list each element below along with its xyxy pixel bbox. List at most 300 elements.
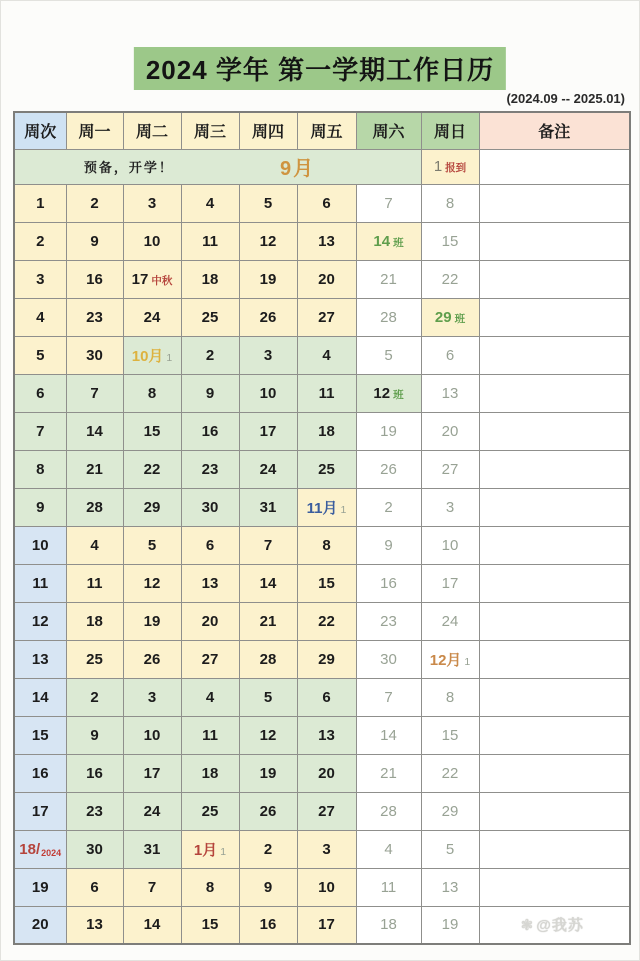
cell-value: 23 — [86, 308, 103, 326]
cell-value: 3 — [263, 346, 273, 364]
day-cell — [297, 298, 356, 336]
day-cell — [181, 298, 239, 336]
day-cell — [421, 526, 479, 564]
note-cell — [479, 830, 630, 868]
week-number-cell — [14, 868, 66, 906]
cell-value: 13 — [31, 650, 49, 668]
header-sunday: 周日 — [421, 112, 479, 149]
day-cell — [181, 602, 239, 640]
september-intro-row — [14, 149, 630, 184]
day-cell — [356, 184, 421, 222]
cell-value: 10月 — [131, 347, 164, 365]
cell-value: 14 — [259, 574, 277, 592]
cell-value: 20 — [441, 422, 459, 440]
cell-value: 20 — [31, 916, 49, 934]
cell-value: 9 — [90, 726, 99, 744]
day-cell — [297, 716, 356, 754]
cell-value: 19 — [143, 612, 161, 630]
day-cell — [297, 640, 356, 678]
cell-value: 5 — [147, 536, 157, 554]
cell-value: 13 — [318, 232, 335, 250]
cell-value: 24 — [259, 460, 277, 478]
cell-value: 9 — [205, 384, 215, 402]
cell-value: 11 — [202, 232, 218, 250]
cell-value: 7 — [147, 878, 157, 896]
day-cell — [421, 564, 479, 602]
cell-value: 12 — [373, 384, 391, 402]
header-monday: 周一 — [66, 112, 123, 149]
day-cell — [66, 602, 123, 640]
cell-value: 24 — [143, 802, 161, 820]
day-cell — [239, 678, 297, 716]
day-cell — [297, 792, 356, 830]
day-cell — [421, 450, 479, 488]
cell-value: 15 — [201, 916, 219, 934]
day-cell — [421, 374, 479, 412]
note-cell — [479, 488, 630, 526]
week-row — [14, 830, 630, 868]
day-cell — [66, 868, 123, 906]
day-cell — [66, 488, 123, 526]
day-cell — [421, 184, 479, 222]
week-row — [14, 564, 630, 602]
cell-value: 19 — [259, 764, 277, 782]
week-number-cell — [14, 602, 66, 640]
cell-value: 12 — [143, 574, 161, 592]
header-row — [14, 112, 630, 149]
cell-annotation: 班 — [393, 388, 404, 401]
day-cell — [239, 716, 297, 754]
day-cell — [181, 526, 239, 564]
day-cell — [297, 336, 356, 374]
day-cell — [239, 868, 297, 906]
week-row — [14, 526, 630, 564]
cell-value: 13 — [441, 384, 459, 402]
week-number-cell — [14, 678, 66, 716]
week-number-cell — [14, 374, 66, 412]
day-cell — [66, 222, 123, 260]
cell-value: 11 — [32, 574, 49, 592]
day-cell — [181, 336, 239, 374]
cell-value: 12 — [31, 612, 49, 630]
cell-value: 10 — [441, 536, 459, 554]
week-row — [14, 260, 630, 298]
cell-value: 26 — [143, 650, 161, 668]
watermark-text: @我苏 — [536, 917, 584, 935]
cell-annotation: 2024 — [41, 847, 62, 858]
week-row — [14, 336, 630, 374]
week-number-cell — [14, 488, 66, 526]
day-cell — [181, 374, 239, 412]
cell-value: 8 — [36, 460, 45, 478]
note-cell — [479, 792, 630, 830]
day-cell — [421, 678, 479, 716]
cell-value: 14 — [31, 688, 49, 706]
day-cell — [123, 792, 181, 830]
week-row — [14, 412, 630, 450]
day-cell — [421, 488, 479, 526]
cell-value: 24 — [441, 612, 459, 630]
day-cell — [239, 374, 297, 412]
cell-value: 4 — [384, 840, 393, 858]
cell-value: 9 — [263, 878, 273, 896]
day-cell — [239, 906, 297, 944]
cell-value: 15 — [441, 726, 459, 744]
note-cell — [479, 222, 630, 260]
cell-value: 22 — [441, 270, 459, 288]
cell-value: 17 — [318, 916, 335, 934]
cell-value: 13 — [86, 916, 103, 934]
cell-value: 17 — [259, 422, 277, 440]
cell-value: 6 — [445, 346, 455, 364]
cell-value: 26 — [380, 460, 397, 478]
cell-value: 16 — [86, 764, 103, 782]
note-cell — [479, 678, 630, 716]
day-cell — [239, 792, 297, 830]
day-cell — [356, 868, 421, 906]
day-cell — [239, 412, 297, 450]
day-cell — [421, 602, 479, 640]
week-row — [14, 184, 630, 222]
day-cell — [123, 260, 181, 298]
cell-value: 15 — [143, 422, 161, 440]
calendar-body — [14, 149, 630, 944]
week-number-cell — [14, 792, 66, 830]
week-number-cell — [14, 298, 66, 336]
note-cell — [479, 149, 630, 184]
day-cell — [356, 298, 421, 336]
cell-value: 9 — [384, 536, 393, 554]
cell-value: 6 — [322, 688, 331, 706]
day-cell — [123, 374, 181, 412]
day-cell — [66, 260, 123, 298]
day-cell — [356, 374, 421, 412]
day-cell — [123, 640, 181, 678]
note-cell — [479, 336, 630, 374]
day-cell — [356, 906, 421, 944]
day-cell — [297, 678, 356, 716]
header-wednesday: 周三 — [181, 112, 239, 149]
cell-value: 26 — [259, 308, 277, 326]
day-cell — [123, 564, 181, 602]
day-cell — [356, 222, 421, 260]
day-cell — [181, 792, 239, 830]
cell-value: 29 — [143, 498, 161, 516]
cell-value: 3 — [445, 498, 455, 516]
week-number-cell — [14, 336, 66, 374]
cell-value: 6 — [36, 384, 45, 402]
note-cell — [479, 526, 630, 564]
day-cell — [356, 336, 421, 374]
day-cell — [181, 488, 239, 526]
note-cell — [479, 868, 630, 906]
cell-value: 27 — [318, 802, 335, 820]
cell-value: 23 — [86, 802, 103, 820]
day-cell — [239, 298, 297, 336]
cell-value: 7 — [263, 536, 273, 554]
week-row — [14, 754, 630, 792]
day-cell — [66, 754, 123, 792]
cell-value: 20 — [201, 612, 219, 630]
cell-value: 22 — [318, 612, 335, 630]
cell-value: 17 — [131, 270, 149, 288]
week-number-cell — [14, 906, 66, 944]
day-cell — [181, 184, 239, 222]
day-cell — [123, 488, 181, 526]
note-cell — [479, 906, 630, 944]
cell-value: 7 — [384, 194, 393, 212]
day-cell — [239, 184, 297, 222]
cell-value: 30 — [86, 840, 103, 858]
day-cell — [181, 222, 239, 260]
cell-value: 17 — [31, 802, 49, 820]
week-number-cell — [14, 564, 66, 602]
cell-value: 31 — [259, 498, 277, 516]
cell-value: 10 — [318, 878, 335, 896]
day-cell — [297, 754, 356, 792]
day-cell — [66, 678, 123, 716]
note-cell — [479, 564, 630, 602]
cell-value: 18 — [201, 270, 219, 288]
week-number-cell — [14, 640, 66, 678]
week-row — [14, 222, 630, 260]
cell-annotation: 1 — [340, 503, 347, 516]
september-banner-cell — [14, 149, 421, 184]
day-cell — [421, 298, 479, 336]
cell-value: 14 — [380, 726, 397, 744]
day-cell — [66, 526, 123, 564]
note-cell — [479, 374, 630, 412]
cell-value: 11 — [202, 726, 218, 744]
day-cell — [123, 412, 181, 450]
cell-value: 16 — [259, 916, 277, 934]
cell-value: 18/ — [19, 840, 41, 858]
cell-value: 14 — [373, 232, 391, 250]
week-row — [14, 488, 630, 526]
cell-value: 3 — [36, 270, 45, 288]
note-cell — [479, 640, 630, 678]
day-cell — [66, 716, 123, 754]
day-cell — [123, 298, 181, 336]
cell-value: 16 — [31, 764, 49, 782]
cell-value: 19 — [380, 422, 397, 440]
day-cell — [181, 678, 239, 716]
day-cell — [181, 260, 239, 298]
day-cell — [123, 450, 181, 488]
cell-value: 22 — [441, 764, 459, 782]
day-cell — [239, 260, 297, 298]
semester-start-message: 预备，开学！ — [83, 160, 174, 175]
day-cell — [66, 374, 123, 412]
cell-value: 4 — [322, 346, 331, 364]
day-cell — [297, 184, 356, 222]
cell-value: 13 — [318, 726, 335, 744]
day-cell — [421, 336, 479, 374]
cell-value: 28 — [380, 802, 397, 820]
cell-value: 5 — [263, 688, 273, 706]
cell-annotation: 1 — [166, 351, 173, 364]
registration-day-cell — [421, 149, 479, 184]
cell-value: 18 — [86, 612, 103, 630]
cell-value: 4 — [205, 688, 215, 706]
day-cell — [66, 184, 123, 222]
day-cell — [66, 830, 123, 868]
cell-value: 17 — [143, 764, 161, 782]
cell-value: 1月 — [193, 841, 218, 859]
day-cell — [421, 906, 479, 944]
cell-value: 20 — [318, 270, 335, 288]
day-cell — [421, 222, 479, 260]
cell-value: 19 — [441, 916, 459, 934]
note-cell — [479, 260, 630, 298]
day-cell — [123, 602, 181, 640]
cell-value: 6 — [322, 194, 331, 212]
note-cell — [479, 298, 630, 336]
day-cell — [356, 640, 421, 678]
cell-value: 29 — [441, 802, 459, 820]
day-cell — [239, 488, 297, 526]
header-friday: 周五 — [297, 112, 356, 149]
cell-value: 31 — [143, 840, 161, 858]
cell-value: 5 — [263, 194, 273, 212]
day-cell — [123, 830, 181, 868]
day-cell — [123, 906, 181, 944]
cell-value: 4 — [36, 308, 45, 326]
cell-value: 13 — [201, 574, 219, 592]
week-row — [14, 716, 630, 754]
cell-value: 11 — [318, 384, 335, 402]
day-cell — [123, 184, 181, 222]
week-row — [14, 374, 630, 412]
cell-value: 12 — [259, 232, 277, 250]
day-cell — [297, 602, 356, 640]
cell-value: 8 — [445, 194, 455, 212]
cell-value: 18 — [201, 764, 219, 782]
cell-value: 21 — [86, 460, 103, 478]
cell-value: 25 — [318, 460, 335, 478]
cell-value: 6 — [205, 536, 215, 554]
cell-value: 25 — [201, 308, 219, 326]
day-cell — [421, 412, 479, 450]
cell-value: 14 — [86, 422, 103, 440]
cell-annotation: 1 — [464, 655, 471, 668]
day-cell — [123, 222, 181, 260]
week-row — [14, 640, 630, 678]
day-cell — [181, 412, 239, 450]
cell-value: 5 — [384, 346, 393, 364]
cell-value: 21 — [380, 270, 397, 288]
week-row — [14, 602, 630, 640]
cell-value: 7 — [384, 688, 393, 706]
day-cell — [421, 260, 479, 298]
cell-value: 16 — [86, 270, 103, 288]
cell-value: 2 — [90, 194, 99, 212]
cell-value: 8 — [147, 384, 157, 402]
week-row — [14, 868, 630, 906]
day-cell — [356, 564, 421, 602]
cell-value: 30 — [86, 346, 103, 364]
day-cell — [66, 298, 123, 336]
cell-value: 17 — [441, 574, 459, 592]
day-cell — [123, 868, 181, 906]
cell-value: 8 — [205, 878, 215, 896]
day-cell — [421, 640, 479, 678]
week-number-cell — [14, 222, 66, 260]
cell-value: 28 — [380, 308, 397, 326]
day-cell — [421, 868, 479, 906]
cell-value: 1 — [36, 194, 45, 212]
day-cell — [123, 526, 181, 564]
day-cell — [239, 450, 297, 488]
cell-value: 7 — [36, 422, 45, 440]
day-cell — [421, 792, 479, 830]
week-row — [14, 906, 630, 944]
day-cell — [66, 450, 123, 488]
cell-value: 9 — [36, 498, 45, 516]
day-cell — [297, 830, 356, 868]
cell-value: 21 — [259, 612, 277, 630]
cell-value: 15 — [318, 574, 335, 592]
week-row — [14, 450, 630, 488]
day-cell — [421, 754, 479, 792]
note-cell — [479, 754, 630, 792]
day-cell — [297, 488, 356, 526]
cell-annotation: 班 — [454, 312, 466, 325]
cell-value: 3 — [147, 688, 157, 706]
day-cell — [297, 222, 356, 260]
cell-value: 10 — [259, 384, 277, 402]
note-cell — [479, 716, 630, 754]
day-cell — [66, 640, 123, 678]
cell-value: 13 — [441, 878, 459, 896]
week-number-cell — [14, 526, 66, 564]
cell-value: 26 — [259, 802, 277, 820]
cell-value: 19 — [259, 270, 277, 288]
cell-annotation: 中秋 — [151, 274, 173, 287]
day-cell — [239, 640, 297, 678]
cell-value: 2 — [384, 498, 393, 516]
cell-value: 22 — [143, 460, 161, 478]
day-cell — [181, 564, 239, 602]
day-cell — [239, 602, 297, 640]
cell-value: 9 — [90, 232, 99, 250]
cell-value: 2 — [36, 232, 45, 250]
week-number-cell — [14, 716, 66, 754]
day-cell — [356, 260, 421, 298]
day-cell — [181, 450, 239, 488]
week-number-cell — [14, 450, 66, 488]
week-number-cell — [14, 184, 66, 222]
cell-value: 19 — [31, 878, 49, 896]
day-cell — [297, 526, 356, 564]
day-cell — [66, 906, 123, 944]
day-cell — [356, 602, 421, 640]
day-cell — [239, 830, 297, 868]
cell-value: 6 — [90, 878, 99, 896]
header-saturday: 周六 — [356, 112, 421, 149]
day-cell — [356, 754, 421, 792]
cell-annotation: 1 — [220, 845, 227, 858]
day-cell — [123, 336, 181, 374]
day-cell — [297, 906, 356, 944]
cell-value: 23 — [201, 460, 219, 478]
day-cell — [297, 260, 356, 298]
cell-value: 10 — [143, 232, 161, 250]
date-range: (2024.09 -- 2025.01) — [506, 91, 625, 106]
cell-value: 12月 — [429, 651, 462, 669]
september-month-label: 9月 — [279, 158, 316, 180]
day-cell — [297, 374, 356, 412]
